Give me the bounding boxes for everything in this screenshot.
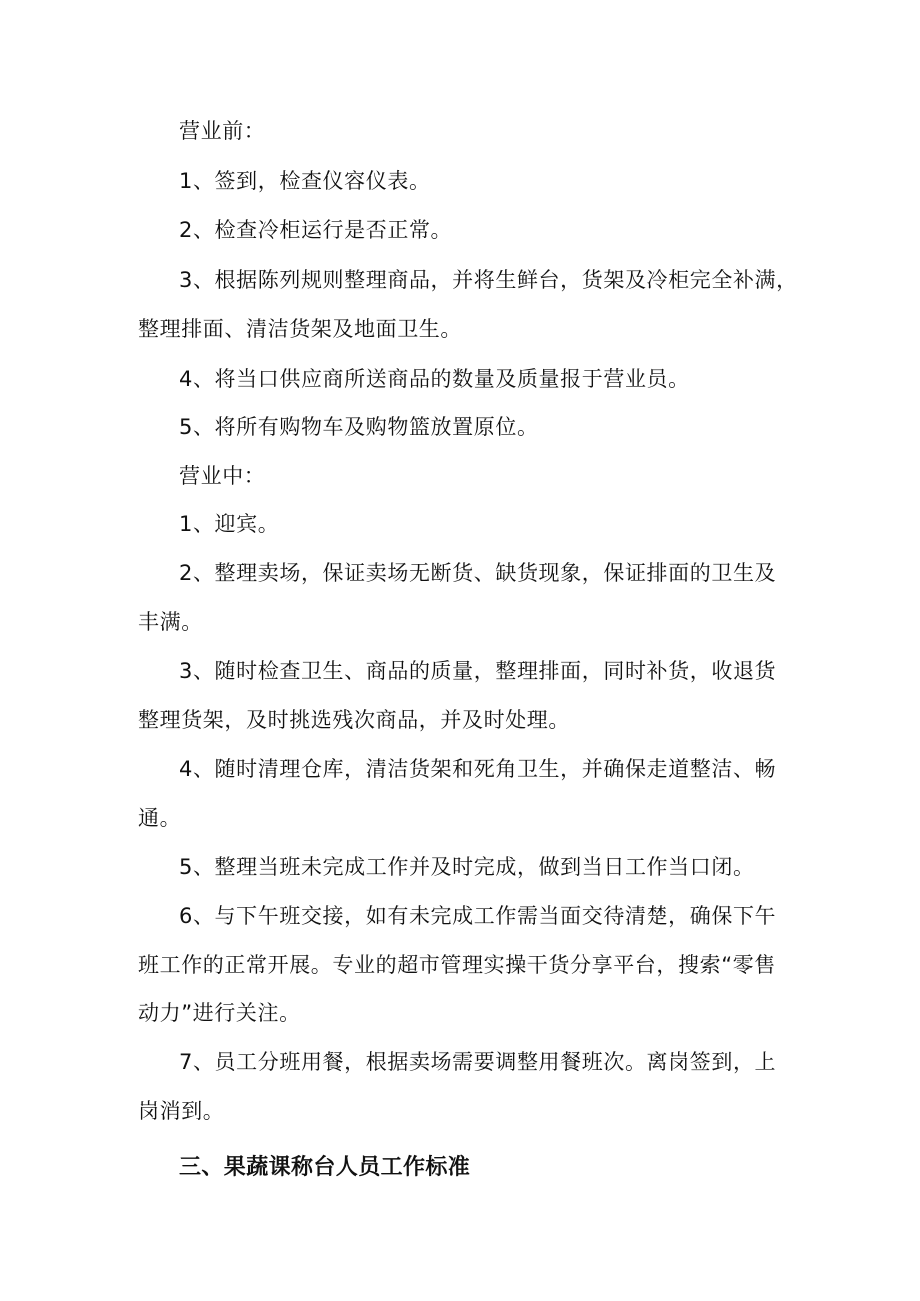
during-item-2-line-2: 丰满。 xyxy=(138,610,203,634)
before-item-2: 2、检查冷柜运行是否正常。 xyxy=(179,218,453,242)
during-item-7-line-1: 7、员工分班用餐，根据卖场需要调整用餐班次。离岗签到，上 xyxy=(179,1050,777,1074)
before-item-4: 4、将当口供应商所送商品的数量及质量报于营业员。 xyxy=(179,367,690,391)
before-item-3-line-1: 3、根据陈列规则整理商品，并将生鲜台，货架及冷柜完全补满， xyxy=(179,268,798,292)
during-item-6-line-1: 6、与下午班交接，如有未完成工作需当面交待清楚，确保下午 xyxy=(179,904,777,928)
during-item-5: 5、整理当班未完成工作并及时完成，做到当日工作当口闭。 xyxy=(179,855,755,879)
during-item-6-line-2: 班工作的正常开展。专业的超市管理实操干货分享平台，搜索“零售 xyxy=(138,953,776,977)
during-item-6-line-3: 动力”进行关注。 xyxy=(138,1001,301,1025)
before-item-1: 1、签到，检查仪容仪表。 xyxy=(179,169,431,193)
section-title-during-business: 营业中： xyxy=(179,464,266,488)
during-item-4-line-1: 4、随时清理仓库，清洁货架和死角卫生，并确保走道整洁、畅 xyxy=(179,757,777,781)
during-item-2-line-1: 2、整理卖场，保证卖场无断货、缺货现象，保证排面的卫生及 xyxy=(179,561,777,585)
during-item-3-line-1: 3、随时检查卫生、商品的质量，整理排面，同时补货，收退货 xyxy=(179,659,777,683)
before-item-5: 5、将所有购物车及购物篮放置原位。 xyxy=(179,415,539,439)
during-item-3-line-2: 整理货架，及时挑选残次商品，并及时处理。 xyxy=(138,708,570,732)
before-item-3-line-2: 整理排面、清洁货架及地面卫生。 xyxy=(138,317,462,341)
section-title-before-business: 营业前： xyxy=(179,119,266,143)
during-item-7-line-2: 岗消到。 xyxy=(138,1099,225,1123)
during-item-1: 1、迎宾。 xyxy=(179,512,280,536)
section-heading-3: 三、果蔬课称台人员工作标准 xyxy=(179,1155,471,1180)
during-item-4-line-2: 通。 xyxy=(138,806,182,830)
